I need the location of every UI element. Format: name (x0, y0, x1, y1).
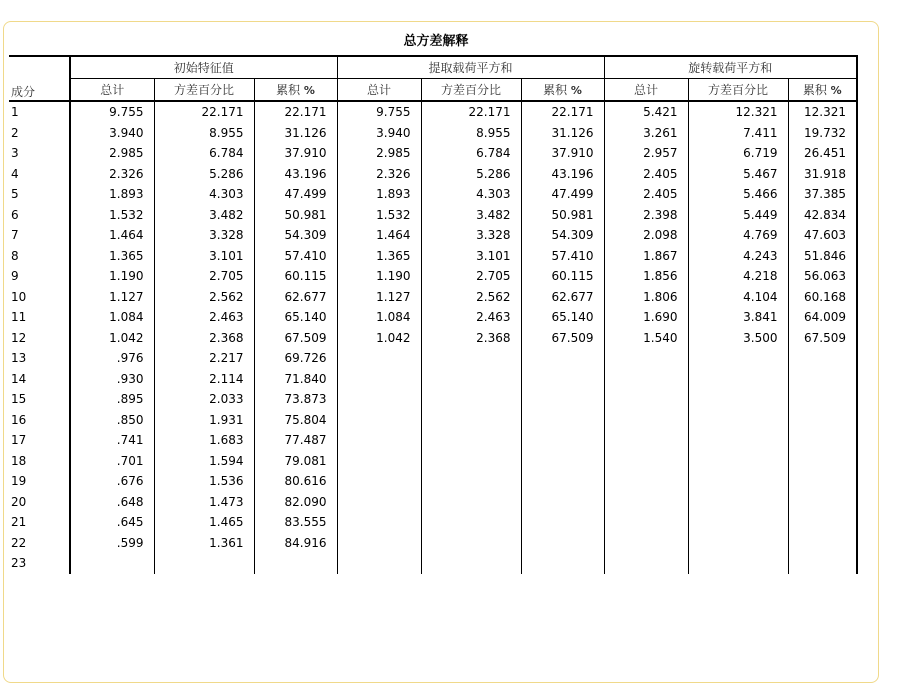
table-cell: 50.981 (254, 205, 337, 226)
table-cell (521, 553, 604, 574)
table-cell: 2.705 (421, 266, 521, 287)
table-cell: .895 (70, 389, 154, 410)
table-cell: 37.910 (254, 143, 337, 164)
subheader-rotation-variance-pct: 方差百分比 (688, 78, 788, 101)
table-cell: 2.463 (154, 307, 254, 328)
table-cell: 19.732 (788, 123, 857, 144)
table-cell: 1.867 (604, 246, 688, 267)
table-cell (688, 369, 788, 390)
table-cell: 84.916 (254, 533, 337, 554)
table-cell: 22.171 (521, 101, 604, 123)
table-cell: 5.286 (154, 164, 254, 185)
table-cell: 31.918 (788, 164, 857, 185)
table-cell: 65.140 (521, 307, 604, 328)
subheader-initial-cumulative-pct: 累积 % (254, 78, 337, 101)
table-cell: 37.910 (521, 143, 604, 164)
subheader-initial-total: 总计 (70, 78, 154, 101)
table-cell: 8.955 (421, 123, 521, 144)
table-cell: 2.562 (154, 287, 254, 308)
table-cell: 1.594 (154, 451, 254, 472)
table-cell: 80.616 (254, 471, 337, 492)
table-cell: 12.321 (788, 101, 857, 123)
table-cell (337, 492, 421, 513)
table-cell: 79.081 (254, 451, 337, 472)
table-cell (788, 471, 857, 492)
table-cell (421, 430, 521, 451)
table-row (9, 287, 857, 308)
table-cell: 6.784 (421, 143, 521, 164)
table-cell: 62.677 (521, 287, 604, 308)
table-cell: 43.196 (254, 164, 337, 185)
table-cell: 65.140 (254, 307, 337, 328)
table-cell: 1.473 (154, 492, 254, 513)
table-cell (421, 492, 521, 513)
table-cell: 50.981 (521, 205, 604, 226)
table-cell: 7.411 (688, 123, 788, 144)
table-cell: 9.755 (337, 101, 421, 123)
table-cell (337, 553, 421, 574)
table-cell (604, 512, 688, 533)
table-cell: 4.303 (154, 184, 254, 205)
table-cell: 31.126 (254, 123, 337, 144)
component-label: 7 (11, 228, 19, 243)
table-cell: 1.931 (154, 410, 254, 431)
table-cell: 1.365 (70, 246, 154, 267)
group-header-rotation: 旋转载荷平方和 (604, 56, 857, 78)
component-label: 14 (11, 371, 27, 386)
table-cell (421, 553, 521, 574)
table-cell: 1.361 (154, 533, 254, 554)
table-cell (421, 410, 521, 431)
table-cell: 4.303 (421, 184, 521, 205)
table-cell: 57.410 (254, 246, 337, 267)
table-cell: 3.940 (337, 123, 421, 144)
component-header: 成分 (9, 78, 70, 101)
table-cell: 4.218 (688, 266, 788, 287)
table-cell: 1.042 (337, 328, 421, 349)
table-cell: 2.326 (337, 164, 421, 185)
table-cell (788, 533, 857, 554)
table-cell (688, 430, 788, 451)
table-cell: 3.500 (688, 328, 788, 349)
table-cell (788, 451, 857, 472)
table-cell: 2.217 (154, 348, 254, 369)
table-cell: 1.084 (337, 307, 421, 328)
table-cell: 2.368 (421, 328, 521, 349)
table-cell (421, 471, 521, 492)
table-cell: 1.464 (70, 225, 154, 246)
component-label: 13 (11, 351, 27, 366)
table-cell (254, 553, 337, 574)
table-cell: 3.101 (421, 246, 521, 267)
subheader-extraction-total: 总计 (337, 78, 421, 101)
component-label: 23 (11, 556, 27, 571)
table-cell (688, 389, 788, 410)
table-row (9, 492, 857, 513)
table-cell: 5.466 (688, 184, 788, 205)
table-cell: 83.555 (254, 512, 337, 533)
table-cell (521, 369, 604, 390)
table-cell (337, 389, 421, 410)
table-cell: 60.168 (788, 287, 857, 308)
table-cell: 1.127 (70, 287, 154, 308)
table-cell (521, 471, 604, 492)
table-row (9, 164, 857, 185)
table-cell (337, 451, 421, 472)
table-cell: 5.421 (604, 101, 688, 123)
table-row (9, 512, 857, 533)
table-cell: 37.385 (788, 184, 857, 205)
component-label: 22 (11, 535, 27, 550)
table-cell: 6.719 (688, 143, 788, 164)
table-cell (788, 553, 857, 574)
table-cell (604, 451, 688, 472)
table-cell: 67.509 (788, 328, 857, 349)
table-cell (521, 348, 604, 369)
table-cell: .741 (70, 430, 154, 451)
corner-cell (9, 56, 70, 78)
table-row (9, 348, 857, 369)
table-cell: 1.190 (337, 266, 421, 287)
table-cell: .648 (70, 492, 154, 513)
component-label: 8 (11, 248, 19, 263)
component-label: 19 (11, 474, 27, 489)
table-cell: 42.834 (788, 205, 857, 226)
group-header-extraction: 提取载荷平方和 (337, 56, 604, 78)
table-cell: 1.540 (604, 328, 688, 349)
table-cell (788, 389, 857, 410)
table-cell: 31.126 (521, 123, 604, 144)
component-label: 11 (11, 310, 27, 325)
table-cell: 62.677 (254, 287, 337, 308)
table-cell: 3.482 (421, 205, 521, 226)
table-cell: 3.841 (688, 307, 788, 328)
table-cell (421, 369, 521, 390)
table-cell: .701 (70, 451, 154, 472)
component-label: 17 (11, 433, 27, 448)
table-cell (788, 430, 857, 451)
table-cell: 22.171 (254, 101, 337, 123)
table-cell (521, 389, 604, 410)
table-row (9, 369, 857, 390)
table-cell: 1.806 (604, 287, 688, 308)
table-row (9, 143, 857, 164)
table-cell: .599 (70, 533, 154, 554)
table-cell: 9.755 (70, 101, 154, 123)
table-cell (688, 553, 788, 574)
table-cell: 1.465 (154, 512, 254, 533)
table-cell: 2.033 (154, 389, 254, 410)
table-cell: 1.190 (70, 266, 154, 287)
subheader-extraction-cumulative-pct: 累积 % (521, 78, 604, 101)
component-label: 10 (11, 289, 27, 304)
table-cell: 2.326 (70, 164, 154, 185)
table-cell (688, 451, 788, 472)
table-cell (604, 533, 688, 554)
table-row (9, 328, 857, 349)
table-cell (337, 512, 421, 533)
table-cell: 54.309 (521, 225, 604, 246)
table-cell (521, 410, 604, 431)
table-row (9, 101, 857, 123)
table-cell: 54.309 (254, 225, 337, 246)
table-cell (337, 533, 421, 554)
subheader-rotation-total: 总计 (604, 78, 688, 101)
table-row (9, 533, 857, 554)
table-cell: 22.171 (154, 101, 254, 123)
table-cell (521, 492, 604, 513)
table-cell: 3.482 (154, 205, 254, 226)
table-cell: 8.955 (154, 123, 254, 144)
table-cell: 6.784 (154, 143, 254, 164)
table-cell: 60.115 (521, 266, 604, 287)
table-cell: 1.042 (70, 328, 154, 349)
table-cell: 2.463 (421, 307, 521, 328)
table-cell (337, 369, 421, 390)
table-cell (788, 369, 857, 390)
table-row (9, 430, 857, 451)
table-cell: 2.114 (154, 369, 254, 390)
component-label: 6 (11, 207, 19, 222)
table-cell: 1.536 (154, 471, 254, 492)
table-cell (521, 533, 604, 554)
table-cell (604, 389, 688, 410)
table-cell: 67.509 (521, 328, 604, 349)
table-cell (688, 348, 788, 369)
table-cell (521, 512, 604, 533)
table-cell: .850 (70, 410, 154, 431)
table-cell: 47.499 (521, 184, 604, 205)
table-cell: 4.769 (688, 225, 788, 246)
subheader-rotation-cumulative-pct: 累积 % (788, 78, 857, 101)
table-cell (421, 512, 521, 533)
table-cell: 60.115 (254, 266, 337, 287)
table-cell: 75.804 (254, 410, 337, 431)
table-cell (788, 348, 857, 369)
table-cell (688, 410, 788, 431)
table-cell: 3.328 (421, 225, 521, 246)
table-cell (421, 389, 521, 410)
table-row (9, 225, 857, 246)
table-cell (337, 410, 421, 431)
table-cell: 1.690 (604, 307, 688, 328)
table-cell: 5.286 (421, 164, 521, 185)
component-label: 5 (11, 187, 19, 202)
table-cell (604, 553, 688, 574)
table-cell (788, 512, 857, 533)
table-cell: 77.487 (254, 430, 337, 451)
table-cell: 71.840 (254, 369, 337, 390)
table-cell (604, 369, 688, 390)
component-label: 2 (11, 125, 19, 140)
table-row (9, 184, 857, 205)
table-cell (604, 492, 688, 513)
table-cell: .930 (70, 369, 154, 390)
table-cell: 1.893 (337, 184, 421, 205)
table-cell: 82.090 (254, 492, 337, 513)
table-row (9, 553, 857, 574)
table-cell: 1.532 (70, 205, 154, 226)
table-cell: 47.603 (788, 225, 857, 246)
table-cell: 1.084 (70, 307, 154, 328)
table-cell: 12.321 (688, 101, 788, 123)
component-label: 3 (11, 146, 19, 161)
component-label: 18 (11, 453, 27, 468)
table-cell: 26.451 (788, 143, 857, 164)
group-header-initial: 初始特征值 (70, 56, 337, 78)
table-row (9, 205, 857, 226)
table-cell (788, 410, 857, 431)
table-cell: 2.957 (604, 143, 688, 164)
component-label: 4 (11, 166, 19, 181)
table-row (9, 410, 857, 431)
table-row (9, 123, 857, 144)
table-cell: 3.261 (604, 123, 688, 144)
component-label: 9 (11, 269, 19, 284)
table-cell (521, 451, 604, 472)
table-cell: 1.127 (337, 287, 421, 308)
table-cell: 64.009 (788, 307, 857, 328)
table-cell: 5.449 (688, 205, 788, 226)
table-cell (688, 492, 788, 513)
table-cell (154, 553, 254, 574)
table-cell: .676 (70, 471, 154, 492)
table-cell (688, 512, 788, 533)
table-cell: 2.985 (70, 143, 154, 164)
table-cell: 4.243 (688, 246, 788, 267)
subheader-initial-variance-pct: 方差百分比 (154, 78, 254, 101)
table-cell: 1.683 (154, 430, 254, 451)
table-cell (521, 430, 604, 451)
table-cell: 1.464 (337, 225, 421, 246)
component-label: 15 (11, 392, 27, 407)
table-cell (688, 471, 788, 492)
table-cell: 5.467 (688, 164, 788, 185)
component-label: 16 (11, 412, 27, 427)
table-cell: 3.101 (154, 246, 254, 267)
table-row (9, 266, 857, 287)
table-cell: 57.410 (521, 246, 604, 267)
table-cell: 1.893 (70, 184, 154, 205)
table-row (9, 451, 857, 472)
table-cell: 73.873 (254, 389, 337, 410)
component-label: 1 (11, 105, 19, 120)
table-cell (70, 553, 154, 574)
table-cell: 2.398 (604, 205, 688, 226)
table-cell: 2.562 (421, 287, 521, 308)
subheader-extraction-variance-pct: 方差百分比 (421, 78, 521, 101)
table-row (9, 246, 857, 267)
table-cell: 56.063 (788, 266, 857, 287)
table-cell (604, 430, 688, 451)
table-title: 总方差解释 (403, 34, 469, 49)
table-cell: 2.985 (337, 143, 421, 164)
table-cell: 1.532 (337, 205, 421, 226)
table-cell: 43.196 (521, 164, 604, 185)
table-cell: 2.368 (154, 328, 254, 349)
table-row (9, 307, 857, 328)
table-row (9, 471, 857, 492)
table-cell (788, 492, 857, 513)
table-cell (337, 430, 421, 451)
table-cell: 47.499 (254, 184, 337, 205)
table-cell: 4.104 (688, 287, 788, 308)
table-cell (604, 348, 688, 369)
table-row (9, 389, 857, 410)
component-label: 12 (11, 330, 27, 345)
table-cell (604, 410, 688, 431)
table-cell: 67.509 (254, 328, 337, 349)
table-cell: 22.171 (421, 101, 521, 123)
table-cell (421, 348, 521, 369)
table-cell: 2.098 (604, 225, 688, 246)
table-cell: 1.856 (604, 266, 688, 287)
table-cell: 2.405 (604, 164, 688, 185)
table-cell: 69.726 (254, 348, 337, 369)
table-cell: 2.705 (154, 266, 254, 287)
table-cell: 2.405 (604, 184, 688, 205)
table-cell (337, 471, 421, 492)
table-cell (421, 451, 521, 472)
table-cell: 51.846 (788, 246, 857, 267)
table-cell (604, 471, 688, 492)
table-cell (337, 348, 421, 369)
table-cell: 3.328 (154, 225, 254, 246)
component-label: 20 (11, 494, 27, 509)
variance-table (9, 55, 858, 574)
component-label: 21 (11, 515, 27, 530)
table-cell: 1.365 (337, 246, 421, 267)
table-cell: .976 (70, 348, 154, 369)
table-cell: .645 (70, 512, 154, 533)
table-cell (421, 533, 521, 554)
table-cell: 3.940 (70, 123, 154, 144)
table-cell (688, 533, 788, 554)
